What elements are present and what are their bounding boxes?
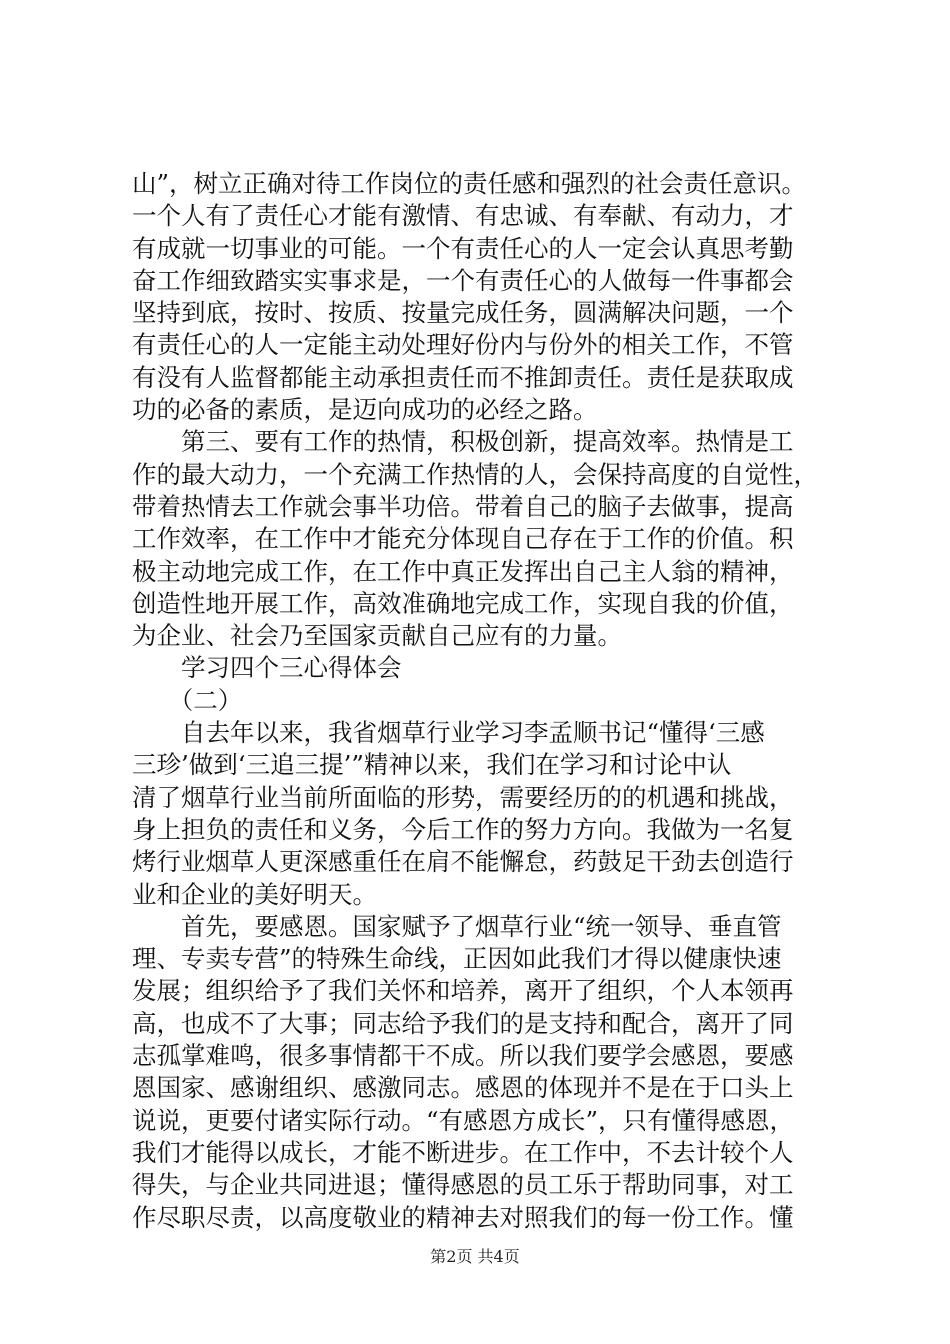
text-line: 说说，更要付诸实际行动。“有感恩方成长”，只有懂得感恩， [132,1105,795,1135]
text-line: 学习四个三心得体会 [132,653,402,683]
text-line: 恩国家、感谢组织、感激同志。感恩的体现并不是在于口头上 [132,1073,794,1103]
text-line: 奋工作细致踏实实事求是，一个有责任心的人做每一件事都会 [132,265,794,295]
text-line: 极主动地完成工作，在工作中真正发挥出自己主人翁的精神， [132,556,794,586]
text-line: 有责任心的人一定能主动处理好份内与份外的相关工作，不管 [132,330,794,360]
text-line: 自去年以来，我省烟草行业学习李孟顺书记“懂得‘三感 [132,718,765,748]
text-line: 业和企业的美好明天。 [132,879,377,909]
text-line: 作的最大动力，一个充满工作热情的人，会保持高度的自觉性， [132,459,818,489]
text-line: 得失，与企业共同进退；懂得感恩的员工乐于帮助同事，对工 [132,1170,794,1200]
text-line: 山”，树立正确对待工作岗位的责任感和强烈的社会责任意识。 [132,169,807,198]
text-line: 发展；组织给予了我们关怀和培养，离开了组织，个人本领再 [132,976,794,1006]
text-line: 创造性地开展工作，高效准确地完成工作，实现自我的价值， [132,588,794,618]
text-line: 理、专卖专营”的特殊生命线，正因如此我们才得以健康快速 [132,944,782,974]
text-line: 坚持到底，按时、按质、按量完成任务，圆满解决问题，一个 [132,298,794,328]
text-line: 清了烟草行业当前所面临的形势，需要经历的的机遇和挑战， [132,782,794,812]
text-line: 三珍’做到‘三追三提’”精神以来，我们在学习和讨论中认 [132,750,732,780]
text-line: 有成就一切事业的可能。一个有责任心的人一定会认真思考勤 [132,233,794,263]
text-line: 有没有人监督都能主动承担责任而不推卸责任。责任是获取成 [132,362,794,392]
text-line: 志孤掌难鸣，很多事情都干不成。所以我们要学会感恩，要感 [132,1041,794,1071]
text-line: 一个人有了责任心才能有激情、有忠诚、有奉献、有动力，才 [132,201,794,231]
text-line: （二） [132,685,243,715]
page-footer: 第2页 共4页 [430,1247,520,1266]
text-line: 带着热情去工作就会事半功倍。带着自己的脑子去做事，提高 [132,491,794,521]
text-line: 我们才能得以成长，才能不断进步。在工作中，不去计较个人 [132,1137,794,1167]
text-line: 烤行业烟草人更深感重任在肩不能懈怠，药鼓足干劲去创造行 [132,847,794,877]
text-line: 身上担负的责任和义务，今后工作的努力方向。我做为一名复 [132,814,794,844]
text-line: 作尽职尽责，以高度敬业的精神去对照我们的每一份工作。懂 [132,1202,794,1232]
document-body [132,168,832,1234]
text-line: 高，也成不了大事；同志给予我们的是支持和配合，离开了同 [132,1008,794,1038]
text-line: 工作效率，在工作中才能充分体现自己存在于工作的价值。积 [132,524,794,554]
text-line: 首先，要感恩。国家赋予了烟草行业“统一领导、垂直管 [132,911,782,941]
text-line: 为企业、社会乃至国家贡献自己应有的力量。 [132,621,622,651]
text-line: 第三、要有工作的热情，积极创新，提高效率。热情是工 [132,427,794,457]
text-line: 功的必备的素质，是迈向成功的必经之路。 [132,395,598,425]
